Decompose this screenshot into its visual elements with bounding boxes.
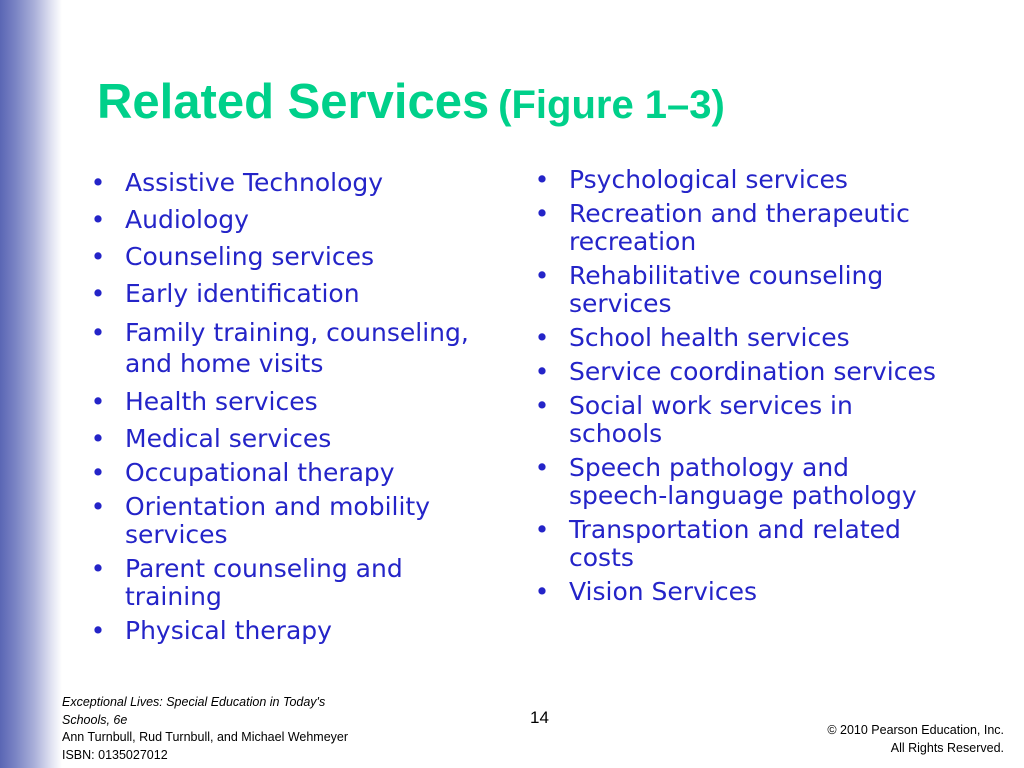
list-item-text: Recreation and therapeutic recreation (569, 199, 910, 256)
left-bullet-list (88, 169, 488, 645)
list-item (532, 358, 952, 386)
bullet-icon: • (90, 492, 106, 521)
list-item (88, 459, 488, 487)
list-item (532, 200, 952, 256)
bullet-icon: • (534, 577, 550, 606)
list-item (88, 280, 488, 308)
side-gradient-band (0, 0, 62, 768)
list-item-text: Counseling services (125, 242, 374, 271)
list-item-text: Orientation and mobility services (125, 492, 431, 549)
list-item-text: Audiology (125, 205, 249, 234)
list-item (88, 555, 488, 611)
bullet-icon: • (90, 168, 106, 197)
list-item-text: Parent counseling and training (125, 554, 403, 611)
list-item-text: Medical services (125, 424, 332, 453)
list-item-text: Health services (125, 387, 318, 416)
bullet-icon: • (90, 458, 106, 487)
list-item (532, 324, 952, 352)
list-item (88, 243, 488, 271)
list-item (532, 262, 952, 318)
list-item-text: School health services (569, 323, 850, 352)
list-item-text: Vision Services (569, 577, 757, 606)
list-item (88, 493, 488, 549)
book-authors: Ann Turnbull, Rud Turnbull, and Michael Wehmeyer (62, 730, 349, 744)
list-item-text: Service coordination services (569, 357, 936, 386)
list-item-text: Physical therapy (125, 616, 332, 645)
bullet-icon: • (534, 165, 550, 194)
page-number: 14 (530, 708, 549, 727)
bullet-icon: • (90, 242, 106, 271)
bullet-icon: • (90, 318, 106, 347)
list-item (532, 392, 952, 448)
bullet-icon: • (534, 261, 550, 290)
list-item-text: Family training, counseling, and home visits (125, 318, 469, 378)
book-title-line2: Schools, 6e (62, 712, 128, 727)
right-bullet-list (532, 166, 952, 606)
bullet-icon: • (90, 205, 106, 234)
list-item (88, 206, 488, 234)
bullet-icon: • (534, 323, 550, 352)
list-item-text: Rehabilitative counseling services (569, 261, 884, 318)
bullet-icon: • (534, 357, 550, 386)
book-citation (62, 694, 392, 764)
bullet-icon: • (90, 387, 106, 416)
list-item-text: Early identification (125, 279, 360, 308)
bullet-icon: • (534, 453, 550, 482)
list-item (532, 454, 952, 510)
bullet-icon: • (90, 279, 106, 308)
book-title-line1: Exceptional Lives: Special Education in Today's (62, 695, 326, 709)
list-item (88, 425, 488, 453)
list-item (88, 317, 488, 379)
list-item-text: Transportation and related costs (569, 515, 901, 572)
bullet-icon: • (90, 424, 106, 453)
list-item (88, 169, 488, 197)
bullet-icon: • (534, 515, 550, 544)
list-item (532, 578, 952, 606)
list-item-text: Occupational therapy (125, 458, 395, 487)
list-item (88, 617, 488, 645)
list-item (532, 166, 952, 194)
list-item-text: Speech pathology and speech-language pathology (569, 453, 917, 510)
copyright-line1: © 2010 Pearson Education, Inc. (827, 723, 1004, 737)
slide-title-figure-ref: (Figure 1–3) (498, 83, 725, 127)
book-isbn: ISBN: 0135027012 (62, 747, 168, 762)
list-item (88, 388, 488, 416)
list-item-text: Psychological services (569, 165, 848, 194)
bullet-icon: • (90, 616, 106, 645)
bullet-icon: • (90, 554, 106, 583)
slide-title (97, 75, 725, 129)
slide-title-main: Related Services (97, 75, 490, 129)
list-item-text: Social work services in schools (569, 391, 853, 448)
bullet-icon: • (534, 199, 550, 228)
copyright-line2: All Rights Reserved. (890, 741, 1004, 755)
copyright-notice (827, 721, 1004, 757)
list-item (532, 516, 952, 572)
list-item-text: Assistive Technology (125, 168, 384, 197)
bullet-icon: • (534, 391, 550, 420)
